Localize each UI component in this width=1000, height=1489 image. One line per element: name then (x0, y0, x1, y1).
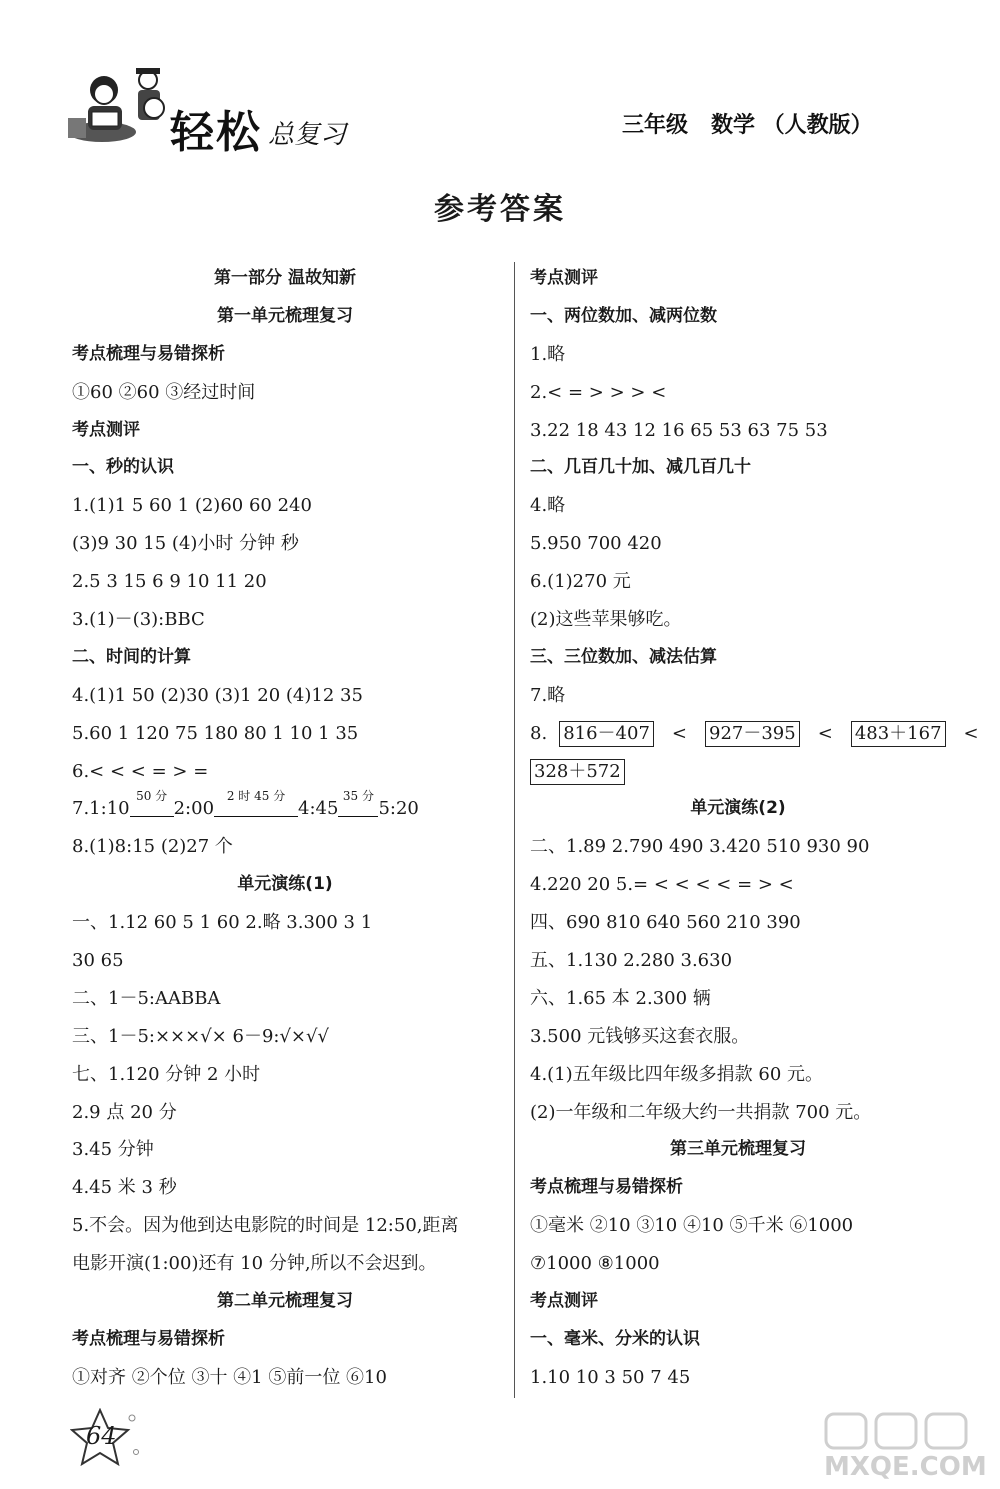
section-heading: 单元演练(1) (237, 874, 333, 895)
section-heading: 考点梳理与易错探析 (72, 1328, 225, 1349)
compare-operator: 8. (530, 722, 548, 744)
arrow-part: 7.1:10 (72, 798, 130, 820)
answer-line: 一、1.12 60 5 1 60 2.略 3.300 3 1 (72, 912, 373, 934)
section-heading: 考点测评 (530, 1291, 598, 1312)
left-column (72, 260, 512, 1397)
answer-line: 6.(1)270 元 (530, 571, 631, 593)
section-heading: 一、秒的认识 (72, 457, 174, 478)
compare-boxes-line (530, 715, 979, 753)
answer-line: 8.(1)8:15 (2)27 个 (72, 836, 233, 858)
arrow-part: 2 时 45 分 (214, 778, 298, 817)
page-number: 64 (86, 1422, 117, 1450)
answer-line: 5.60 1 120 75 180 80 1 10 1 35 (72, 722, 359, 744)
answer-line: (2)这些苹果够吃。 (530, 609, 682, 631)
answer-line: 3.22 18 43 12 16 65 53 63 75 53 (530, 419, 828, 441)
grade-subject: 三年级 数学 （人教版） (622, 113, 873, 138)
answer-line: 2.5 3 15 6 9 10 11 20 (72, 571, 267, 593)
arrow-part: 4:45 (298, 798, 339, 820)
compare-operator: < (963, 722, 979, 744)
answer-line: 四、690 810 640 560 210 390 (530, 912, 801, 934)
answer-line: 1.(1)1 5 60 1 (2)60 60 240 (72, 495, 312, 517)
answer-line: 5.950 700 420 (530, 533, 662, 555)
section-heading: 考点梳理与易错探析 (72, 343, 225, 364)
answer-line: ⑦1000 ⑧1000 (530, 1253, 660, 1275)
expression-box: 483＋167 (851, 721, 946, 747)
answer-line: 7.略 (530, 684, 566, 706)
answer-line: ①60 ②60 ③经过时间 (72, 381, 256, 403)
section-heading: 单元演练(2) (690, 798, 786, 819)
answer-line: 5.不会。因为他到达电影院的时间是 12:50,距离 (72, 1215, 459, 1237)
section-heading: 考点测评 (72, 419, 140, 440)
answer-line: (3)9 30 15 (4)小时 分钟 秒 (72, 533, 299, 555)
answer-line: 七、1.120 分钟 2 小时 (72, 1063, 261, 1085)
arrow-time-line (72, 790, 512, 828)
answer-line: 三、1－5:×××√× 6－9:√×√√ (72, 1025, 329, 1047)
section-heading: 三、三位数加、减法估算 (530, 646, 717, 667)
section-heading: 第三单元梳理复习 (670, 1139, 806, 1160)
answer-line: 4.220 20 5.= < < < < = > < (530, 874, 794, 896)
logo-subtitle: 总复习 (268, 120, 347, 150)
answer-line: 六、1.65 本 2.300 辆 (530, 987, 711, 1009)
watermark-text: MXQE.COM (824, 1452, 987, 1482)
answer-line: 4.略 (530, 495, 566, 517)
answer-line: 电影开演(1:00)还有 10 分钟,所以不会迟到。 (72, 1253, 437, 1275)
section-heading: 一、毫米、分米的认识 (530, 1328, 700, 1349)
answer-line: 30 65 (72, 950, 124, 972)
expression-box: 816－407 (559, 721, 654, 747)
answer-line: 4.(1)1 50 (2)30 (3)1 20 (4)12 35 (72, 684, 363, 706)
answer-line: 2.< = > > > < (530, 381, 667, 403)
answer-line: 3.(1)－(3):BBC (72, 609, 205, 631)
arrow-part: 50 分 (130, 778, 174, 817)
page-number-badge (70, 1408, 140, 1470)
compare-operator: < (817, 722, 833, 744)
answer-line: 2.9 点 20 分 (72, 1101, 177, 1123)
section-heading: 一、两位数加、减两位数 (530, 305, 717, 326)
answer-line: 3.45 分钟 (72, 1139, 154, 1161)
expression-box: 328＋572 (530, 759, 625, 785)
answer-line: 4.(1)五年级比四年级多捐款 60 元。 (530, 1063, 824, 1085)
compare-boxes-line (530, 753, 960, 791)
section-heading: 二、几百几十加、减几百几十 (530, 457, 751, 478)
column-divider (514, 262, 515, 1398)
answer-line: 二、1.89 2.790 490 3.420 510 930 90 (530, 836, 870, 858)
answer-line: 二、1－5:AABBA (72, 987, 221, 1009)
right-column (530, 260, 979, 1397)
answer-line: (2)一年级和二年级大约一共捐款 700 元。 (530, 1101, 872, 1123)
arrow-part: 35 分 (338, 778, 378, 817)
section-heading: 考点测评 (530, 268, 598, 288)
answer-line: 3.500 元钱够买这套衣服。 (530, 1025, 750, 1047)
answer-line: 4.45 米 3 秒 (72, 1177, 177, 1199)
section-heading: 第一部分 温故知新 (214, 268, 356, 288)
logo-text: 轻松 (170, 107, 262, 158)
expression-box: 927－395 (705, 721, 800, 747)
answer-line: 6.< < < = > = (72, 760, 209, 782)
answer-line: 1.10 10 3 50 7 45 (530, 1366, 691, 1388)
section-heading: 二、时间的计算 (72, 646, 191, 667)
answer-line: ①毫米 ②10 ③10 ④10 ⑤千米 ⑥1000 (530, 1215, 854, 1237)
arrow-part: 2:00 (173, 798, 215, 820)
compare-operator: < (671, 722, 687, 744)
page-title: 参考答案 (434, 192, 566, 227)
arrow-part: 5:20 (378, 798, 419, 820)
answer-line: ①对齐 ②个位 ③十 ④1 ⑤前一位 ⑥10 (72, 1366, 387, 1388)
answer-line: 五、1.130 2.280 3.630 (530, 950, 733, 972)
section-heading: 考点梳理与易错探析 (530, 1177, 683, 1198)
section-heading: 第一单元梳理复习 (217, 305, 353, 326)
answer-line: 1.略 (530, 343, 566, 365)
section-heading: 第二单元梳理复习 (217, 1291, 353, 1312)
